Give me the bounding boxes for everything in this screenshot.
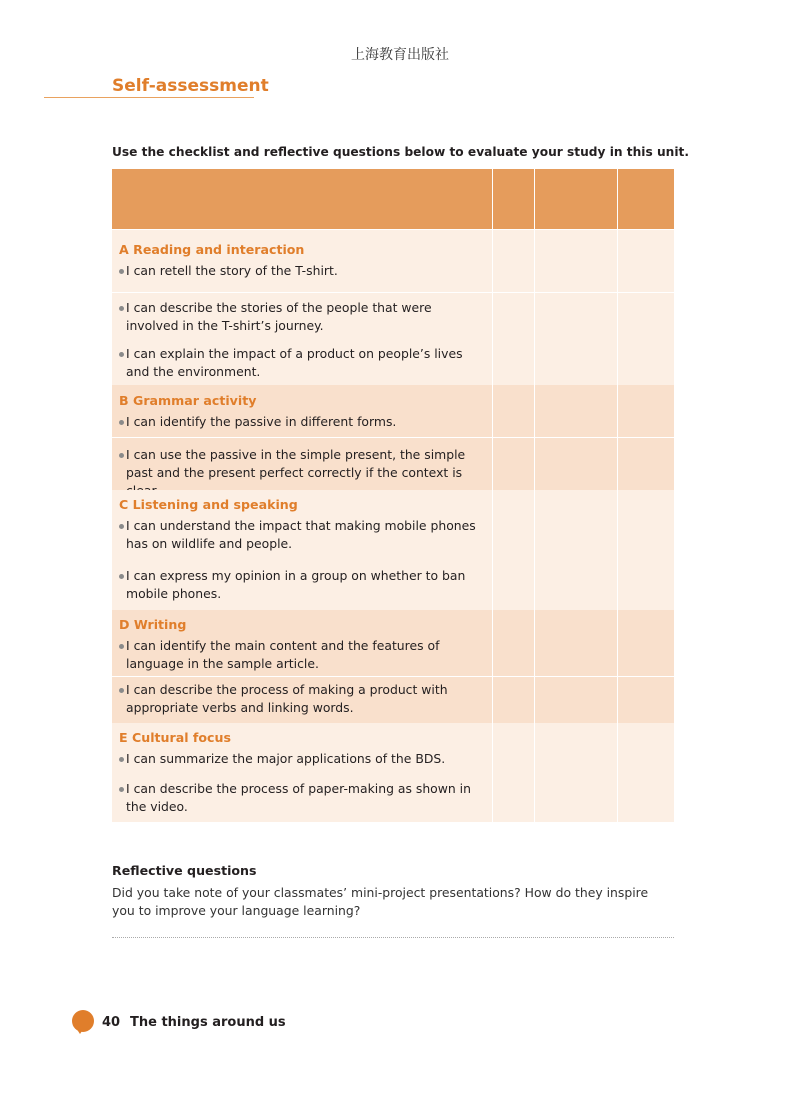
self-assessment-table: [112, 169, 674, 822]
check-cell[interactable]: [534, 490, 617, 610]
check-cell[interactable]: [492, 438, 534, 490]
checklist-item: I can express my opinion in a group on whether to ban mobile phones.: [119, 567, 485, 603]
bullet-icon: [119, 524, 124, 529]
table-row: [112, 490, 674, 610]
checklist-item: I can identify the main content and the features of language in the sample article.: [119, 637, 485, 673]
check-cell[interactable]: [534, 723, 617, 822]
check-cell[interactable]: [617, 610, 674, 676]
reflective-questions-text: Did you take note of your classmates’ mini-project presentations? How do they inspire you to improve your language learning?: [112, 885, 649, 918]
check-cell[interactable]: [617, 293, 674, 385]
checklist-item: I can understand the impact that making mobile phones has on wildlife and people.: [119, 517, 485, 553]
check-cell[interactable]: [617, 677, 674, 723]
bullet-icon: [119, 688, 124, 693]
checklist-item: I can use the passive in the simple present, the simple past and the present perfect correctly if the context is: [119, 446, 485, 500]
check-cell[interactable]: [534, 293, 617, 385]
table-row: [112, 723, 674, 822]
bullet-icon: [119, 787, 124, 792]
bullet-icon: [119, 644, 124, 649]
unit-title: The things around us: [130, 1015, 286, 1030]
bullet-icon: [119, 306, 124, 311]
checklist-item: I can identify the passive in different forms.: [119, 413, 485, 431]
check-cell[interactable]: [534, 677, 617, 723]
section-title: Self-assessment: [112, 76, 269, 96]
check-cell[interactable]: [492, 230, 534, 292]
table-row: [112, 230, 674, 293]
check-cell[interactable]: [534, 230, 617, 292]
publisher-header: 上海教育出版社: [351, 47, 449, 63]
table-row: [112, 677, 674, 723]
bullet-icon: [119, 757, 124, 762]
bullet-icon: [119, 453, 124, 458]
check-cell[interactable]: [492, 293, 534, 385]
category-title: D Writing: [119, 617, 187, 632]
checklist-item: I can retell the story of the T-shirt.: [119, 262, 485, 280]
category-title: A Reading and interaction: [119, 242, 305, 257]
header-column-3: [617, 169, 674, 229]
header-column-2: [534, 169, 617, 229]
category-title: C Listening and speaking: [119, 497, 298, 512]
check-cell[interactable]: [534, 385, 617, 437]
table-row: [112, 438, 674, 490]
bullet-icon: [119, 352, 124, 357]
checklist-item: I can describe the stories of the people that were involved in the T-shirt’s journey.: [119, 299, 485, 335]
check-cell[interactable]: [617, 438, 674, 490]
bullet-icon: [119, 420, 124, 425]
intro-text: Use the checklist and reflective questions below to evaluate your study in this unit.: [112, 145, 689, 159]
check-cell[interactable]: [492, 677, 534, 723]
bullet-icon: [119, 269, 124, 274]
speech-bubble-tail: [76, 1028, 84, 1034]
bullet-icon: [119, 574, 124, 579]
answer-line[interactable]: [112, 937, 674, 938]
reflective-questions-title: Reflective questions: [112, 863, 257, 878]
check-cell[interactable]: [492, 490, 534, 610]
check-cell[interactable]: [617, 723, 674, 822]
check-cell[interactable]: [534, 438, 617, 490]
category-title: E Cultural focus: [119, 730, 231, 745]
check-cell[interactable]: [617, 490, 674, 610]
check-cell[interactable]: [492, 385, 534, 437]
check-cell[interactable]: [492, 723, 534, 822]
table-row: [112, 610, 674, 677]
check-cell[interactable]: [492, 610, 534, 676]
checklist-item: I can describe the process of making a product with appropriate verbs and linking words.: [119, 681, 485, 717]
table-row: [112, 293, 674, 385]
check-cell[interactable]: [534, 610, 617, 676]
title-underline: [44, 97, 254, 98]
checklist-item: I can summarize the major applications of the BDS.: [119, 750, 485, 768]
header-column-1: [492, 169, 534, 229]
table-header-row: [112, 169, 674, 230]
check-cell[interactable]: [617, 385, 674, 437]
check-cell[interactable]: [617, 230, 674, 292]
table-row: [112, 385, 674, 438]
checklist-item: I can explain the impact of a product on people’s lives and the environment.: [119, 345, 485, 381]
category-title: B Grammar activity: [119, 393, 257, 408]
checklist-item: I can describe the process of paper-making as shown in the video.: [119, 780, 485, 816]
page-number: 40: [102, 1015, 121, 1030]
